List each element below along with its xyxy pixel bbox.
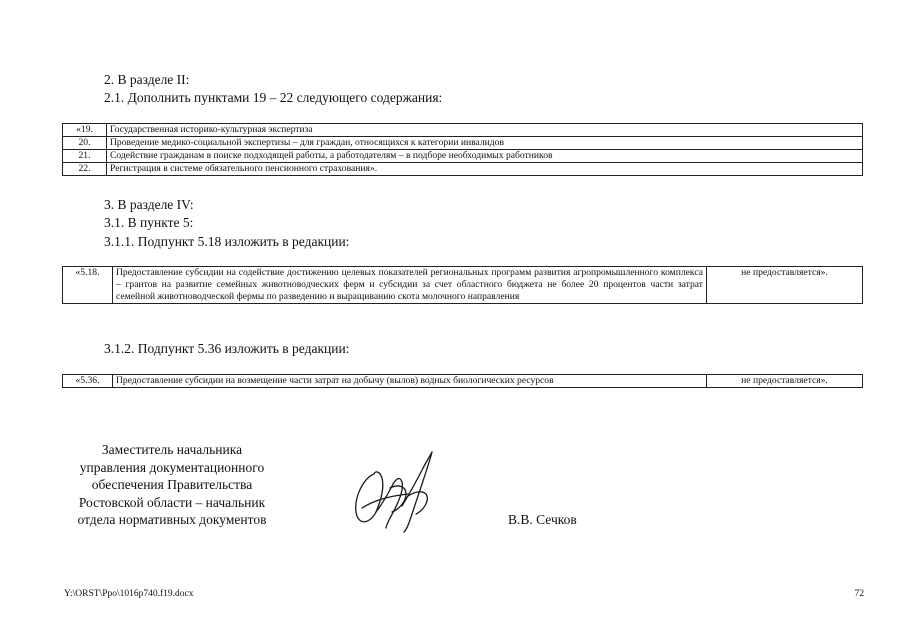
subsidy-table-5-18 xyxy=(62,266,863,304)
table-row xyxy=(63,163,863,176)
heading-section-2: 2. В разделе II: xyxy=(104,72,190,87)
page-number: 72 xyxy=(854,589,864,599)
handwritten-signature xyxy=(346,448,446,536)
subsidy-table-5-36 xyxy=(62,374,863,388)
row-text: Предоставление субсидии на содействие достижению целевых показателей региональных программ развития агропромышленного комплекса – грантов на развитие семейных животноводческих ферм и субсидии за счет областного бюджета не более 20 процентов части затрат семейной животноводческой фермы по разведению и выращиванию скота молочного направления xyxy=(113,267,707,304)
signatory-title-line: Заместитель начальника xyxy=(101,442,243,457)
row-text: Предоставление субсидии на возмещение части затрат на добычу (вылов) водных биологических ресурсов xyxy=(113,375,707,388)
signatory-title-line: Ростовской области – начальник xyxy=(78,494,266,510)
row-number: 22. xyxy=(63,163,107,176)
heading-section-3: 3. В разделе IV: xyxy=(104,197,194,212)
heading-section-3-1-1: 3.1.1. Подпункт 5.18 изложить в редакции: xyxy=(104,234,350,249)
row-number: «19. xyxy=(63,124,107,137)
row-number: «5.36. xyxy=(63,375,113,388)
signatory-title xyxy=(58,441,286,529)
row-text: Проведение медико-социальной экспертизы – для граждан, относящихся к категории инвалидов xyxy=(107,137,863,150)
heading-section-3-1: 3.1. В пункте 5: xyxy=(104,215,194,230)
file-path: Y:\ORST\Ppo\1016p740.f19.docx xyxy=(64,589,194,599)
table-row xyxy=(63,267,863,304)
row-text: Содействие гражданам в поиске подходящей работы, а работодателям – в подборе необходимых работников xyxy=(107,150,863,163)
signatory-title-line: управления документационного xyxy=(79,459,265,475)
row-number: 20. xyxy=(63,137,107,150)
signatory-name: В.В. Сечков xyxy=(508,512,577,527)
heading-section-3-1-2: 3.1.2. Подпункт 5.36 изложить в редакции: xyxy=(104,341,350,356)
row-number: 21. xyxy=(63,150,107,163)
table-row xyxy=(63,137,863,150)
row-text: Государственная историко-культурная экспертиза xyxy=(107,124,863,137)
services-table xyxy=(62,123,863,176)
signatory-title-line: отдела нормативных документов xyxy=(77,512,267,527)
signatory-title-line: обеспечения Правительства xyxy=(91,477,253,492)
row-status: не предоставляется». xyxy=(707,375,863,388)
row-status: не предоставляется». xyxy=(707,267,863,304)
table-row xyxy=(63,124,863,137)
row-text: Регистрация в системе обязательного пенсионного страхования». xyxy=(107,163,863,176)
heading-section-2-1: 2.1. Дополнить пунктами 19 – 22 следующего содержания: xyxy=(104,90,443,105)
table-row xyxy=(63,150,863,163)
row-number: «5.18. xyxy=(63,267,113,304)
table-row xyxy=(63,375,863,388)
